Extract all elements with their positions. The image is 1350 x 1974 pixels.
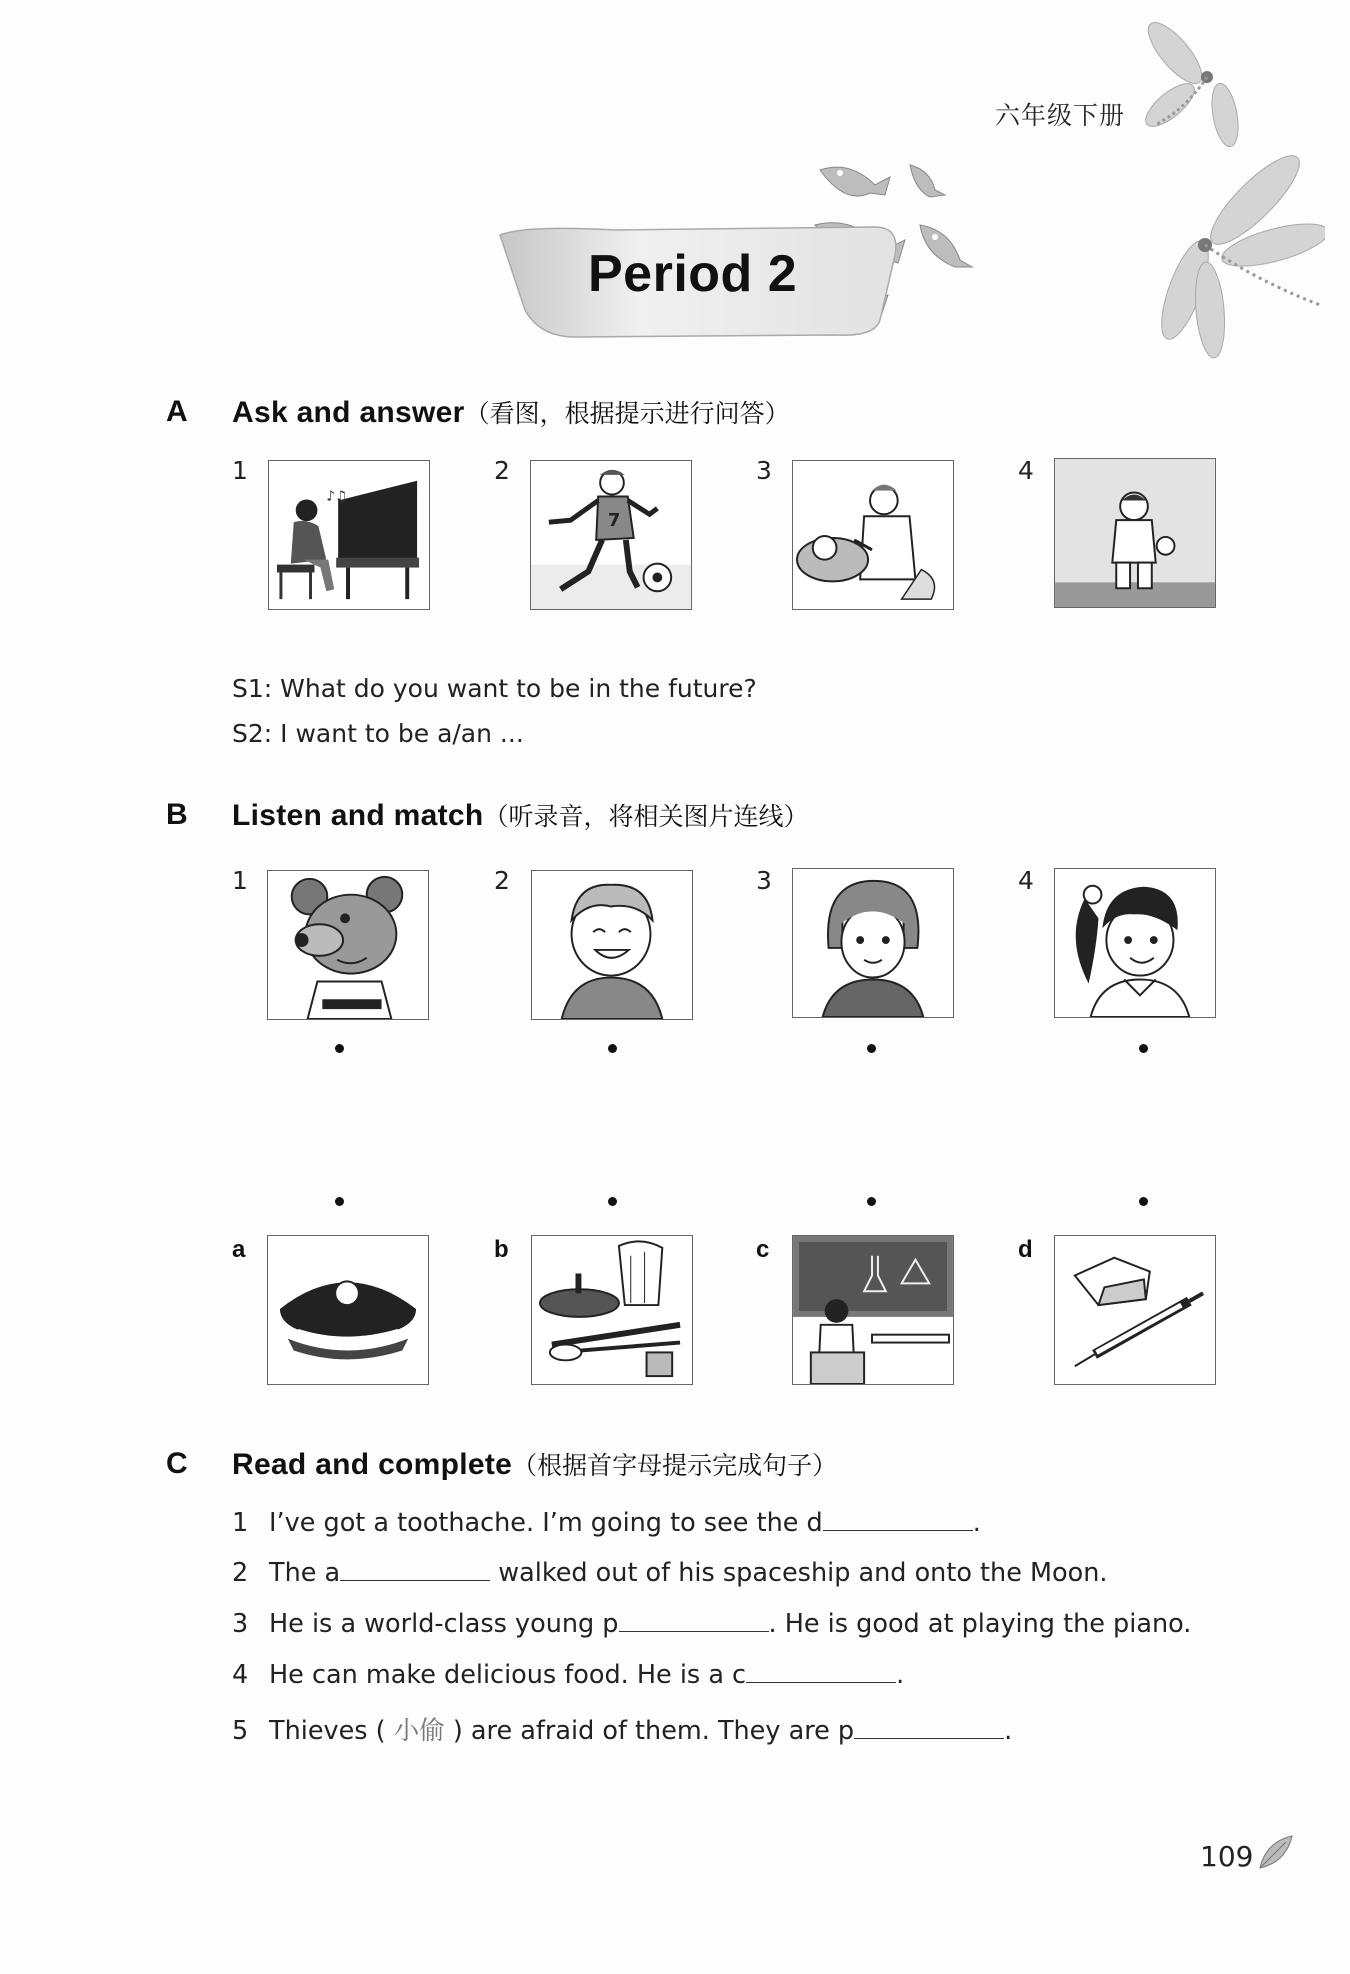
- sentence-number: 2: [232, 1558, 249, 1588]
- page-number: 109: [1200, 1840, 1254, 1873]
- match-dot[interactable]: [608, 1197, 617, 1206]
- football-player-picture: [530, 460, 692, 610]
- mouse-character-picture: [267, 870, 429, 1020]
- sentence-number: 3: [232, 1609, 249, 1639]
- science-classroom-picture: [792, 1235, 954, 1385]
- grade-label: 六年级下册: [995, 101, 1126, 130]
- girl-ponytail-picture: [1054, 868, 1216, 1018]
- section-a-letter: A: [166, 395, 188, 428]
- sentence-text-end: walked out of his spaceship and onto the Moon.: [490, 1558, 1108, 1588]
- match-dot[interactable]: [335, 1197, 344, 1206]
- sentence-text: Thieves (: [269, 1716, 394, 1746]
- svg-text:7: 7: [608, 511, 621, 532]
- leaf-icon: [1256, 1832, 1296, 1872]
- item-number: 1: [232, 866, 248, 895]
- dragonfly-icon: [1135, 150, 1325, 360]
- answer-blank[interactable]: [340, 1558, 490, 1581]
- answer-blank[interactable]: [619, 1609, 769, 1632]
- sentence-2: [232, 1558, 1107, 1588]
- item-number: 4: [1018, 866, 1034, 895]
- section-b-instruction: （听录音，将相关图片连线）: [483, 802, 809, 831]
- section-a-title: Ask and answer: [232, 396, 465, 429]
- pianist-picture: [268, 460, 430, 610]
- nurse-syringe-picture: [1054, 1235, 1216, 1385]
- match-dot[interactable]: [608, 1044, 617, 1053]
- dialog-line-s1: S1: What do you want to be in the future?: [232, 674, 757, 703]
- match-dot[interactable]: [867, 1044, 876, 1053]
- section-b-heading: [232, 797, 809, 833]
- section-a-instruction: （看图，根据提示进行问答）: [464, 399, 790, 428]
- sentence-text-end: .: [1004, 1716, 1013, 1746]
- item-letter: d: [1018, 1236, 1033, 1263]
- sentence-text: He can make delicious food. He is a c: [269, 1660, 747, 1690]
- dentist-picture: [792, 460, 954, 610]
- sentence-text: I’ve got a toothache. I’m going to see the d: [269, 1508, 823, 1538]
- section-c-heading: [232, 1446, 837, 1482]
- police-cap-picture: [267, 1235, 429, 1385]
- item-number: 3: [756, 866, 772, 895]
- sentence-number: 1: [232, 1508, 249, 1538]
- answer-blank[interactable]: [823, 1508, 973, 1531]
- sentence-text-end: .: [972, 1508, 981, 1538]
- dialog-line-s2: S2: I want to be a/an ...: [232, 719, 524, 748]
- girl-bob-hair-picture: [792, 868, 954, 1018]
- item-letter: a: [232, 1236, 246, 1263]
- sentence-text-end: .: [896, 1660, 905, 1690]
- section-b-title: Listen and match: [232, 799, 484, 832]
- page-title: Period 2: [588, 245, 798, 303]
- svg-text:♪♫: ♪♫: [326, 488, 348, 505]
- match-dot[interactable]: [335, 1044, 344, 1053]
- section-c-title: Read and complete: [232, 1448, 513, 1481]
- section-a-heading: [232, 394, 790, 430]
- sentence-text-end: . He is good at playing the piano.: [768, 1609, 1192, 1639]
- astronaut-picture: [1054, 458, 1216, 608]
- sentence-text-mid: ) are afraid of them. They are p: [444, 1716, 855, 1746]
- sentence-number: 5: [232, 1716, 249, 1746]
- answer-blank[interactable]: [854, 1716, 1004, 1739]
- sentence-number: 4: [232, 1660, 249, 1690]
- section-b-letter: B: [166, 798, 188, 831]
- sentence-1: [232, 1508, 981, 1538]
- answer-blank[interactable]: [746, 1660, 896, 1683]
- sentence-4: [232, 1660, 904, 1690]
- item-number: 4: [1018, 456, 1034, 485]
- item-number: 1: [232, 456, 248, 485]
- boy-character-picture: [531, 870, 693, 1020]
- match-dot[interactable]: [1139, 1044, 1148, 1053]
- item-number: 2: [494, 866, 510, 895]
- match-dot[interactable]: [1139, 1197, 1148, 1206]
- item-number: 2: [494, 456, 510, 485]
- sentence-text: He is a world-class young p: [269, 1609, 619, 1639]
- item-letter: c: [756, 1236, 770, 1263]
- section-c-instruction: （根据首字母提示完成句子）: [512, 1451, 838, 1480]
- item-number: 3: [756, 456, 772, 485]
- sentence-cn-gloss: 小偷: [393, 1716, 445, 1746]
- match-dot[interactable]: [867, 1197, 876, 1206]
- sentence-3: [232, 1609, 1191, 1639]
- item-letter: b: [494, 1236, 509, 1263]
- dragonfly-icon: [1135, 15, 1265, 160]
- sentence-text: The a: [269, 1558, 341, 1588]
- section-c-letter: C: [166, 1447, 188, 1480]
- sentence-5: [232, 1711, 1012, 1747]
- chef-tools-picture: [531, 1235, 693, 1385]
